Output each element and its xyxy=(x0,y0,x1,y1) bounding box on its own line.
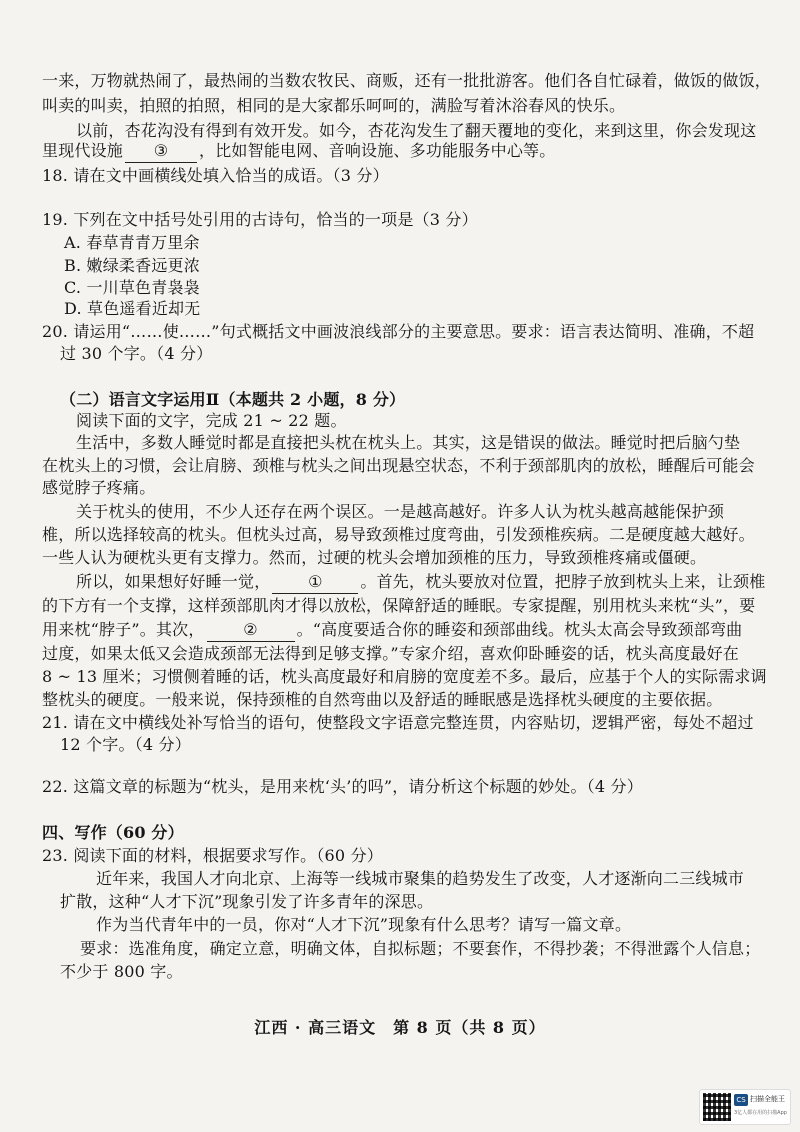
option-b: B. 嫩绿柔香远更浓 xyxy=(64,256,200,275)
passage-line: 一来，万物就热闹了，最热闹的当数农牧民、商贩，还有一批批游客。他们各自忙碌着，做饭的做饭， xyxy=(42,71,772,90)
passage-text: ，比如智能电网、音响设施、多功能服务中心等。 xyxy=(199,141,556,160)
blank-number: ③ xyxy=(153,141,169,160)
requirement-line: 不少于 800 字。 xyxy=(60,962,183,981)
passage-line: 在枕头上的习惯，会让肩膀、颈椎与枕头之间出现悬空状态，不利于颈部肌肉的放松，睡醒后可能会 xyxy=(42,456,755,475)
question-19: 19. 下列在文中括号处引用的古诗句，恰当的一项是（3 分） xyxy=(42,210,478,229)
section-heading: （二）语言文字运用Ⅱ（本题共 2 小题，8 分） xyxy=(60,390,406,409)
page-footer: 江西 · 高三语文 第 8 页（共 8 页） xyxy=(254,1018,546,1037)
instruction: 阅读下面的文字，完成 21 ~ 22 题。 xyxy=(76,411,347,430)
passage-line: 生活中，多数人睡觉时都是直接把头枕在枕头上。其实，这是错误的做法。睡觉时把后脑勺垫 xyxy=(76,433,741,452)
passage-line: 一些人认为硬枕头更有支撑力。然而，过硬的枕头会增加颈椎的压力，导致颈椎疼痛或僵硬。 xyxy=(42,548,707,567)
requirement-line: 要求：选准角度，确定立意，明确文体，自拟标题；不要套作，不得抄袭；不得泄露个人信息； xyxy=(80,939,761,958)
material-line: 扩散，这种“人才下沉”现象引发了许多青年的深思。 xyxy=(60,892,434,911)
passage-line: 整枕头的硬度。一般来说，保持颈椎的自然弯曲以及舒适的睡眠感是选择枕头硬度的主要依据。 xyxy=(42,690,723,709)
question-21-cont: 12 个字。（4 分） xyxy=(60,735,191,754)
passage-text: 用来枕“脖子”。其次， xyxy=(42,620,205,639)
passage-line: 的下方有一个支撑，这样颈部肌肉才得以放松，保障舒适的睡眠。专家提醒，别用枕头来枕“头”，要 xyxy=(42,596,756,615)
fill-blank-1 xyxy=(272,571,358,594)
passage-text: 。首先，枕头要放对位置，把脖子放到枕头上来，让颈椎 xyxy=(360,572,766,591)
option-c: C. 一川草色青袅袅 xyxy=(64,278,200,297)
passage-line: 叫卖的叫卖，拍照的拍照，相同的是大家都乐呵呵的，满脸写着沐浴春风的快乐。 xyxy=(42,96,626,115)
passage-text: 里现代设施 xyxy=(42,141,124,160)
question-22: 22. 这篇文章的标题为“枕头，是用来枕‘头’的吗”，请分析这个标题的妙处。（4 分） xyxy=(42,777,643,796)
blank-number: ① xyxy=(308,572,323,591)
passage-line xyxy=(42,619,742,642)
passage-line: 关于枕头的使用，不少人还存在两个误区。一是越高越好。许多人认为枕头越高越能保护颈 xyxy=(76,502,725,521)
question-20: 20. 请运用“……使……”句式概括文中画波浪线部分的主要意思。要求：语言表达简明、准确，不超 xyxy=(42,322,755,341)
qr-code-icon xyxy=(703,1093,731,1121)
watermark-title: 扫描全能王 xyxy=(750,1095,785,1103)
question-21: 21. 请在文中横线处补写恰当的语句，使整段文字语意完整连贯，内容贴切，逻辑严密，每处不超过 xyxy=(42,713,754,732)
passage-line: 8 ~ 13 厘米；习惯侧着睡的话，枕头高度最好和肩膀的宽度差不多。最后，应基于个人的实际需求调 xyxy=(42,667,767,686)
writing-heading: 四、写作（60 分） xyxy=(42,823,184,842)
passage-text: 。“高度要适合你的睡姿和颈部曲线。枕头太高会导致颈部弯曲 xyxy=(296,620,743,639)
camscanner-logo-icon: CS xyxy=(734,1094,748,1106)
passage-line xyxy=(42,140,555,163)
option-d: D. 草色遥看近却无 xyxy=(64,299,201,318)
passage-line: 以前，杏花沟没有得到有效开发。如今，杏花沟发生了翻天覆地的变化，来到这里，你会发现这 xyxy=(76,121,757,140)
question-18: 18. 请在文中画横线处填入恰当的成语。（3 分） xyxy=(42,166,389,185)
material-line: 作为当代青年中的一员，你对“人才下沉”现象有什么思考？请写一篇文章。 xyxy=(96,915,632,934)
passage-line: 感觉脖子疼痛。 xyxy=(42,478,156,497)
passage-line: 椎，所以选择较高的枕头。但枕头过高，易导致颈椎过度弯曲，引发颈椎疾病。二是硬度越大越好。 xyxy=(42,525,755,544)
blank-number: ② xyxy=(243,620,258,639)
question-23: 23. 阅读下面的材料，根据要求写作。（60 分） xyxy=(42,846,383,865)
question-20-cont: 过 30 个字。（4 分） xyxy=(60,344,213,363)
option-a: A. 春草青青万里余 xyxy=(64,233,200,252)
fill-blank-3 xyxy=(125,140,197,163)
material-line: 近年来，我国人才向北京、上海等一线城市聚集的趋势发生了改变，人才逐渐向二三线城市 xyxy=(96,869,745,888)
passage-line xyxy=(76,571,765,594)
watermark-subtitle: 3亿人都在用的扫描App xyxy=(734,1110,787,1116)
passage-text: 所以，如果想好好睡一觉， xyxy=(76,572,271,591)
fill-blank-2 xyxy=(207,619,295,642)
scanner-watermark xyxy=(699,1089,791,1125)
passage-line: 过度，如果太低又会造成颈部无法得到足够支撑。”专家介绍，喜欢仰卧睡姿的话，枕头高度最好在 xyxy=(42,644,739,663)
